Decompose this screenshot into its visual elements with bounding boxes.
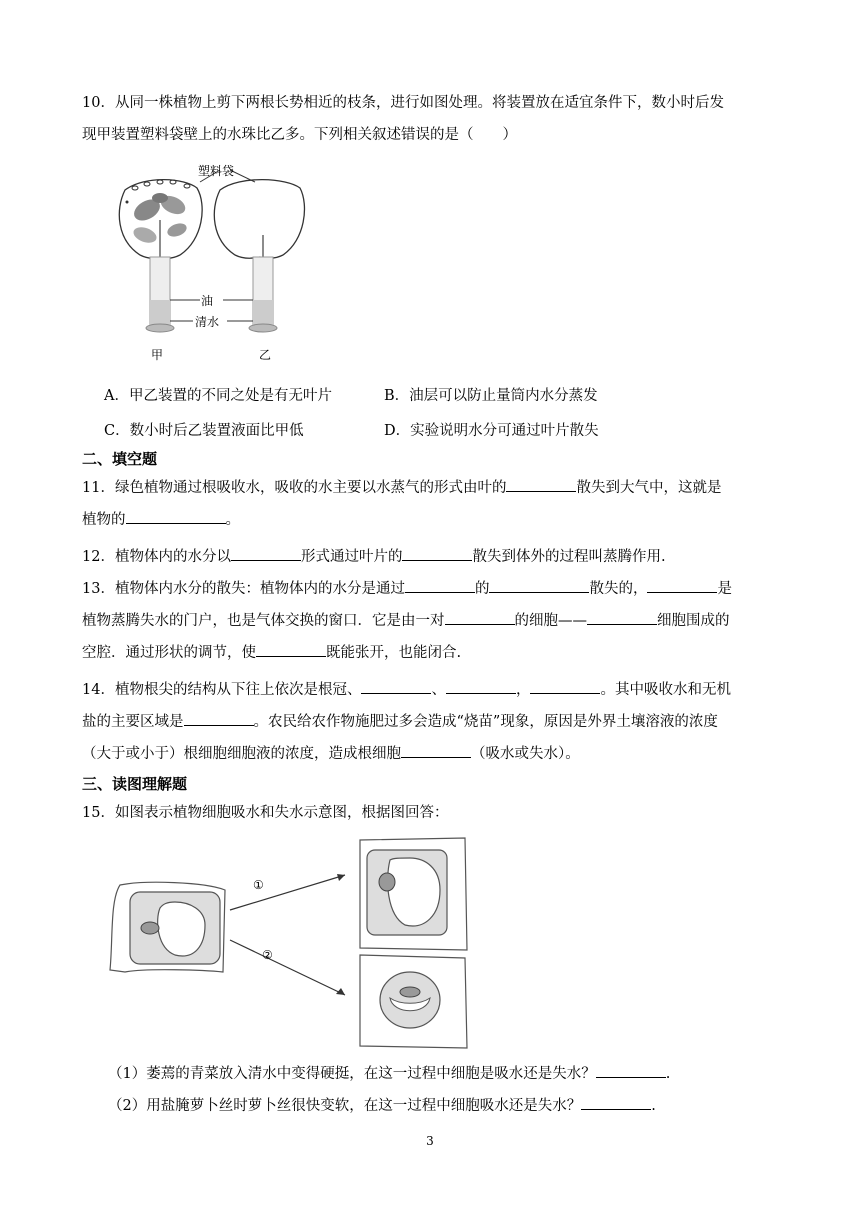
cell-nucleus	[141, 922, 159, 934]
leaf-icon	[152, 193, 168, 203]
answer-blank[interactable]	[647, 578, 717, 593]
answer-blank[interactable]	[126, 509, 226, 524]
page-number: 3	[426, 1134, 434, 1148]
q12-text: 12．植物体内的水分以	[82, 549, 231, 565]
q13-text: 植物蒸腾失水的门户，也是气体交换的窗口．它是由一对	[82, 613, 445, 629]
answer-blank[interactable]	[446, 679, 516, 694]
q11-line1	[82, 477, 782, 498]
answer-blank[interactable]	[401, 743, 471, 758]
leaf-icon	[166, 221, 189, 239]
answer-blank[interactable]	[256, 642, 326, 657]
answer-blank[interactable]	[530, 679, 600, 694]
answer-blank[interactable]	[184, 711, 254, 726]
answer-blank[interactable]	[581, 1095, 651, 1110]
cell-vacuole	[158, 902, 205, 956]
leaf-icon	[131, 224, 158, 245]
answer-blank[interactable]	[489, 578, 589, 593]
answer-blank[interactable]	[506, 477, 576, 492]
q15-text: （2）用盐腌萝卜丝时萝卜丝很快变软，在这一过程中细胞吸水还是失水？	[108, 1098, 582, 1114]
bag-label: 塑料袋	[198, 164, 235, 178]
q13-line2	[82, 610, 782, 631]
q13-text: 空腔．通过形状的调节，使	[82, 645, 256, 661]
section-title-figure-reading: 三、读图理解题	[82, 775, 188, 793]
q14-text: （吸水或失水）。	[471, 746, 580, 762]
q13-text: 是	[717, 581, 732, 597]
answer-blank[interactable]	[596, 1063, 666, 1078]
q14-line1	[82, 679, 782, 700]
q15-sub2	[108, 1095, 808, 1116]
q10-option-c[interactable]: C．数小时后乙装置液面比甲低	[104, 423, 304, 439]
q13-text: 既能张开，也能闭合.	[326, 645, 462, 661]
q14-text: （大于或小于）根细胞细胞液的浓度，造成根细胞	[82, 746, 401, 762]
jia-label: 甲	[151, 348, 164, 362]
q11-line2	[82, 509, 782, 530]
answer-blank[interactable]	[445, 610, 515, 625]
q12-text: 形式通过叶片的	[300, 549, 403, 565]
answer-blank[interactable]	[587, 610, 657, 625]
q11-text: 植物的	[82, 512, 126, 528]
answer-blank[interactable]	[405, 578, 475, 593]
q13-text: 细胞围成的	[657, 613, 730, 629]
q14-text: 盐的主要区域是	[82, 714, 184, 730]
cell-water-diagram	[105, 830, 475, 1050]
q11-text: 11．绿色植物通过根吸收水，吸收的水主要以水蒸气的形式由叶的	[82, 480, 507, 496]
q13-line3	[82, 642, 782, 663]
q11-text: 。	[225, 512, 240, 528]
q14-text: 。农民给农作物施肥过多会造成“烧苗”现象，原因是外界土壤溶液的浓度	[253, 714, 718, 730]
q10-line1: 10．从同一株植物上剪下两根长势相近的枝条，进行如图处理。将装置放在适宜条件下，数小时后发	[82, 95, 724, 111]
arrow-2-label: ②	[262, 948, 273, 962]
q15-text: （1）萎蔫的青菜放入清水中变得硬挺，在这一过程中细胞是吸水还是失水？	[108, 1066, 596, 1082]
water-label: 清水	[195, 315, 220, 329]
q15-text: .	[665, 1066, 671, 1082]
q14-text: 、	[431, 682, 446, 698]
q13-text: 散失的，	[589, 581, 648, 597]
arrow-1-label: ①	[253, 878, 264, 892]
answer-blank[interactable]	[402, 546, 472, 561]
yi-label: 乙	[259, 348, 272, 362]
q11-text: 散失到大气中，这就是	[576, 480, 722, 496]
q15-text: .	[651, 1098, 656, 1114]
transpiration-apparatus-figure	[105, 160, 325, 370]
q13-text: 的细胞——	[514, 613, 587, 629]
q13-text: 的	[474, 581, 490, 597]
q12-line1	[82, 546, 782, 567]
oil-label: 油	[201, 294, 214, 308]
q10-option-b[interactable]: B．油层可以防止量筒内水分蒸发	[384, 388, 598, 404]
q10-line2: 现甲装置塑料袋壁上的水珠比乙多。下列相关叙述错误的是（ ）	[82, 127, 517, 143]
q10-option-d[interactable]: D．实验说明水分可通过叶片散失	[384, 423, 599, 439]
q14-line3	[82, 743, 782, 764]
q12-text: 散失到体外的过程叫蒸腾作用.	[472, 549, 666, 565]
q10-option-a[interactable]: A．甲乙装置的不同之处是有无叶片	[104, 388, 332, 404]
q14-line2	[82, 711, 782, 732]
q14-text: 14．植物根尖的结构从下往上依次是根冠、	[82, 682, 362, 698]
q13-line1	[82, 578, 782, 599]
q15-intro: 15．如图表示植物细胞吸水和失水示意图，根据图回答：	[82, 805, 449, 821]
section-title-fill-in: 二、填空题	[82, 450, 158, 468]
q15-sub1	[108, 1063, 808, 1084]
answer-blank[interactable]	[361, 679, 431, 694]
q13-text: 13．植物体内水分的散失：植物体内的水分是通过	[82, 581, 405, 597]
q14-text: ，	[515, 682, 531, 698]
q14-text: 。其中吸收水和无机	[600, 682, 731, 698]
bag-yi	[214, 180, 304, 259]
answer-blank[interactable]	[231, 546, 301, 561]
